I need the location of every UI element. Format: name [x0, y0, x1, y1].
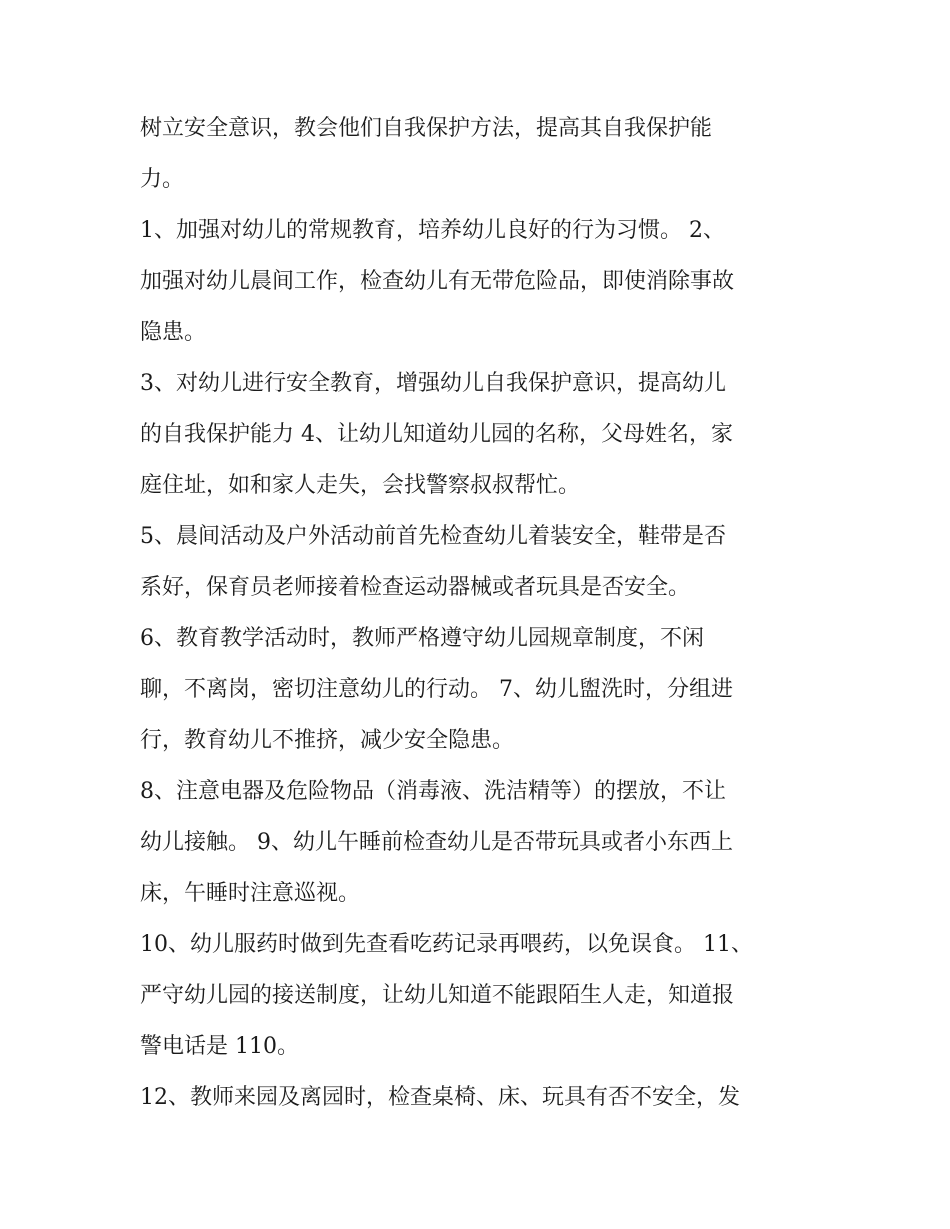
document-body	[140, 103, 820, 1123]
text-line: 的自我保护能力 4、让幼儿知道幼儿园的名称，父母姓名，家	[140, 422, 733, 447]
text-line: 行，教育幼儿不推挤，减少安全隐患。	[140, 728, 515, 753]
text-line: 力。	[140, 167, 185, 192]
text-line: 12、教师来园及离园时，检查桌椅、床、玩具有否不安全，发	[140, 1085, 740, 1110]
text-line: 1、加强对幼儿的常规教育，培养幼儿良好的行为习惯。 2、	[140, 218, 725, 243]
text-line: 8、注意电器及危险物品（消毒液、洗洁精等）的摆放，不让	[140, 779, 726, 804]
text-line: 幼儿接触。 9、幼儿午睡前检查幼儿是否带玩具或者小东西上	[140, 830, 733, 855]
text-line: 加强对幼儿晨间工作，检查幼儿有无带危险品，即使消除事故	[140, 269, 735, 294]
text-line: 树立安全意识，教会他们自我保护方法，提高其自我保护能	[140, 116, 713, 141]
text-line: 警电话是 110。	[140, 1034, 299, 1059]
text-line: 5、晨间活动及户外活动前首先检查幼儿着装安全，鞋带是否	[140, 524, 726, 549]
text-line: 严守幼儿园的接送制度，让幼儿知道不能跟陌生人走，知道报	[140, 983, 735, 1008]
text-line: 系好，保育员老师接着检查运动器械或者玩具是否安全。	[140, 575, 691, 600]
text-line: 3、对幼儿进行安全教育，增强幼儿自我保护意识，提高幼儿	[140, 371, 726, 396]
text-line: 聊，不离岗，密切注意幼儿的行动。 7、幼儿盥洗时，分组进	[140, 677, 733, 702]
text-line: 床，午睡时注意巡视。	[140, 881, 361, 906]
text-line: 庭住址，如和家人走失，会找警察叔叔帮忙。	[140, 473, 581, 498]
text-line: 10、幼儿服药时做到先查看吃药记录再喂药，以免误食。 11、	[140, 932, 753, 957]
text-line: 隐患。	[140, 320, 207, 345]
text-line: 6、教育教学活动时，教师严格遵守幼儿园规章制度，不闲	[140, 626, 704, 651]
